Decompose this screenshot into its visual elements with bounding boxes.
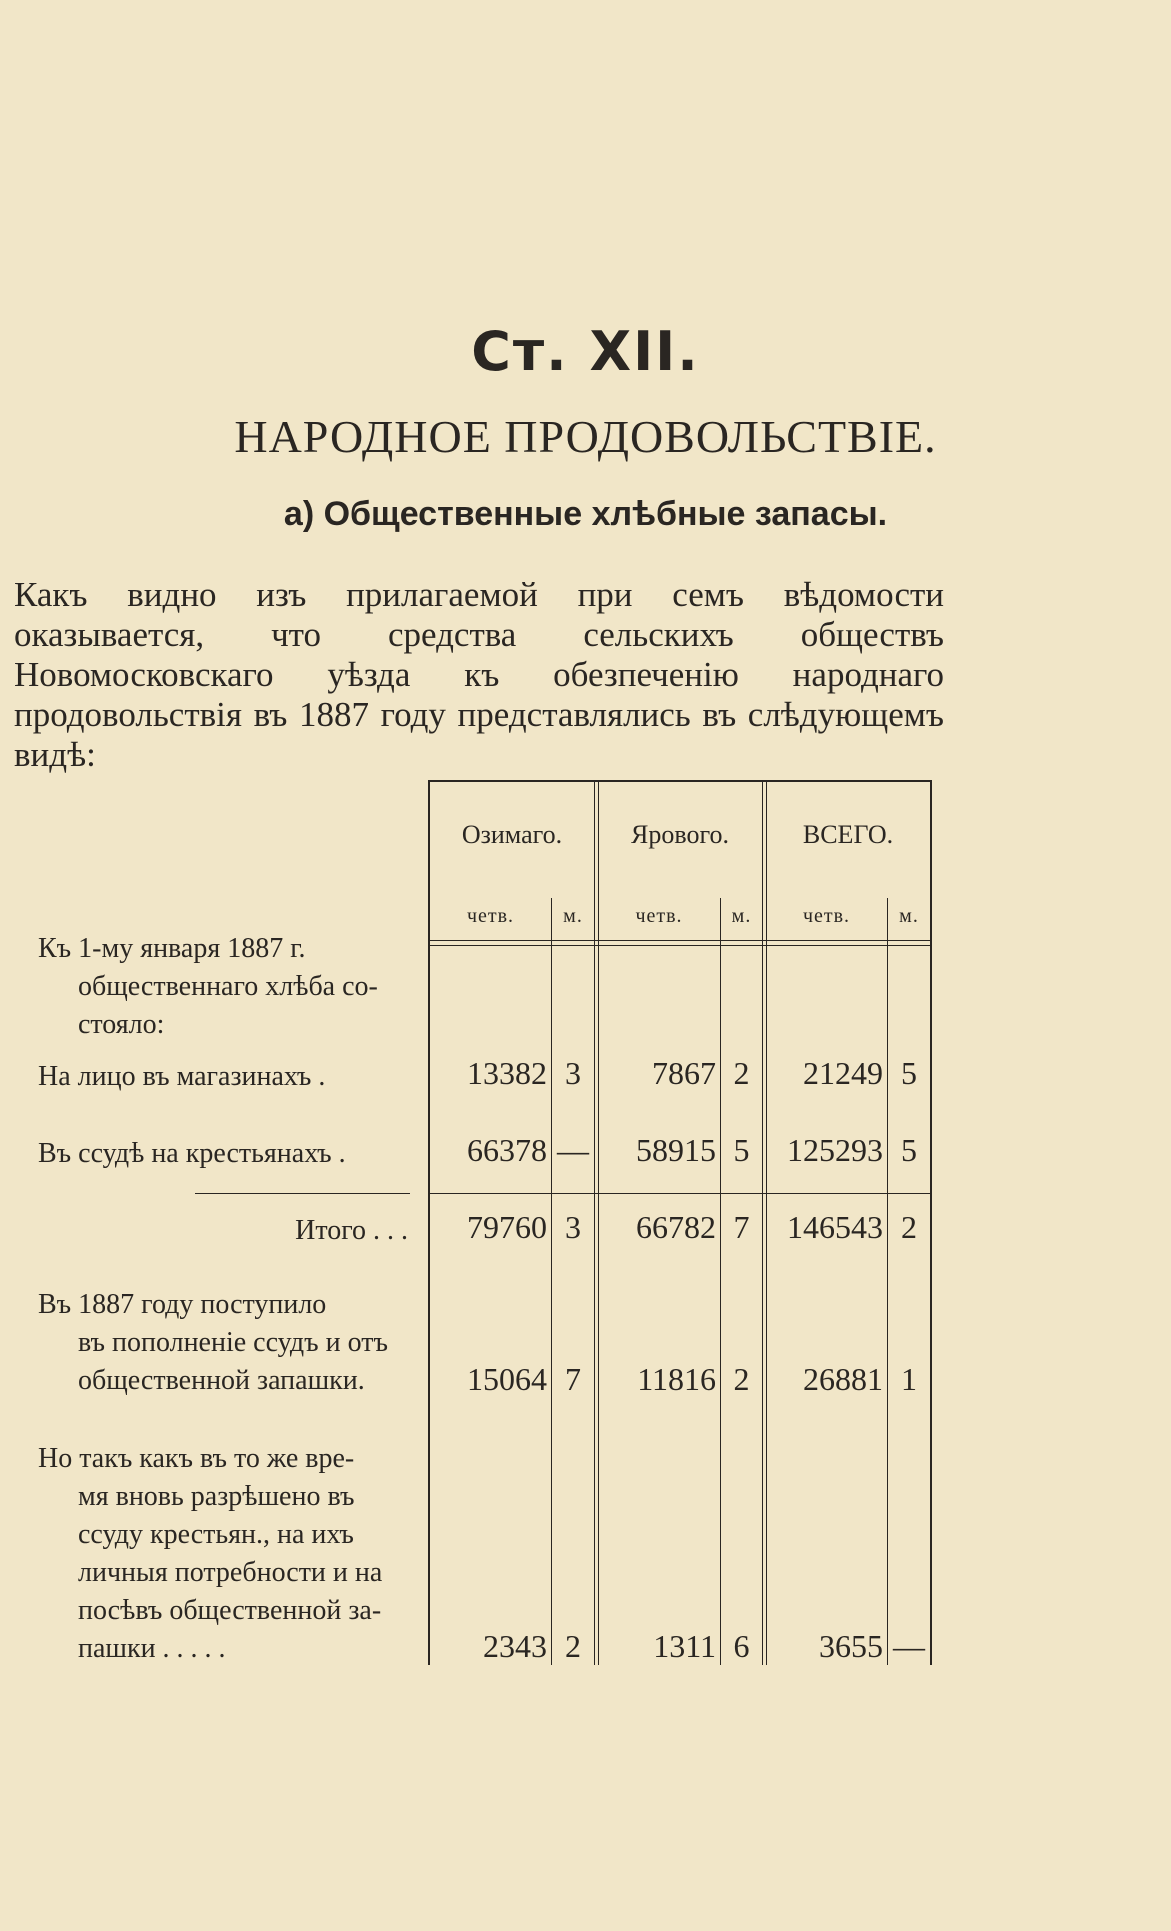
cell-yar-m: 5 (733, 1132, 750, 1168)
cell-vsego-m: 5 (901, 1055, 917, 1091)
subheader-chetv: четв. (802, 905, 851, 927)
row-label-jan1: Къ 1-му января 1887 г. общественнаго хлѣба со- стояло: (38, 933, 378, 1040)
cell-ozim-chetv: 15064 (467, 1361, 547, 1397)
cell-vsego-m: 1 (901, 1361, 917, 1397)
cell-yar-m: 6 (733, 1628, 750, 1664)
row-label-razresheno: Но такъ какъ въ то же вре- мя вновь разрѣшено въ ссуду крестьян., на ихъ личныя потребности и на посѣвъ общественной за- пашки . . . . . (38, 1443, 383, 1664)
subheader-chetv: четв. (635, 905, 683, 927)
subheader-m: м. (731, 905, 752, 927)
column-header-yarovogo: Ярового. (631, 820, 729, 849)
cell-vsego-m: 2 (901, 1209, 917, 1245)
cell-yar-chetv: 7867 (652, 1055, 716, 1091)
cell-yar-chetv: 1311 (653, 1628, 716, 1664)
cell-ozim-m: 7 (565, 1361, 581, 1397)
cell-ozim-m: 2 (565, 1628, 581, 1664)
column-header-vsego: ВСЕГО. (802, 820, 894, 849)
subheader-m: м. (563, 905, 583, 927)
subheader-m: м. (899, 905, 919, 927)
subsection-title: а) Общественные хлѣбные запасы. (283, 495, 888, 533)
cell-vsego-chetv: 146543 (787, 1209, 883, 1245)
cell-yar-chetv: 66782 (636, 1209, 716, 1245)
cell-ozim-chetv: 2343 (483, 1628, 547, 1664)
cell-yar-chetv: 58915 (636, 1132, 716, 1168)
cell-vsego-chetv: 125293 (787, 1132, 883, 1168)
cell-yar-m: 2 (733, 1361, 750, 1397)
cell-ozim-m: — (557, 1132, 589, 1168)
row-label-na-litso: На лицо въ магазинахъ . (38, 1061, 326, 1092)
cell-vsego-chetv: 26881 (803, 1361, 883, 1397)
row-label-postupilo: Въ 1887 году поступило въ пополненіе ссудъ и отъ общественной запашки. (38, 1289, 388, 1396)
cell-vsego-chetv: 3655 (819, 1628, 883, 1664)
cell-ozim-m: 3 (565, 1209, 581, 1245)
subheader-chetv: четв. (466, 905, 515, 927)
cell-ozim-chetv: 66378 (467, 1132, 547, 1168)
section-number: Ст. XII. (471, 320, 700, 383)
cell-vsego-m: 5 (901, 1132, 917, 1168)
intro-paragraph: Какъ видно изъ прилагаемой при семъ вѣдомости оказывается, что средства сельскихъ обществъ Новомосковскаго уѣзда къ обезпеченію народнаго продовольствія въ 1887 году представлялись въ слѣдующемъ видѣ: (14, 575, 944, 774)
cell-ozim-chetv: 79760 (467, 1209, 547, 1245)
cell-vsego-chetv: 21249 (803, 1055, 883, 1091)
cell-ozim-chetv: 13382 (467, 1055, 547, 1091)
row-label-itogo: Итого . . . (295, 1215, 408, 1246)
cell-yar-m: 7 (733, 1209, 750, 1245)
cell-yar-m: 2 (733, 1055, 750, 1091)
cell-vsego-m: — (893, 1628, 925, 1664)
cell-ozim-m: 3 (565, 1055, 581, 1091)
column-header-ozimago: Озимаго. (461, 820, 563, 849)
cell-yar-chetv: 11816 (637, 1361, 716, 1397)
row-label-v-ssude: Въ ссудѣ на крестьянахъ . (38, 1138, 346, 1169)
section-title: НАРОДНОЕ ПРОДОВОЛЬСТВІЕ. (234, 411, 937, 462)
